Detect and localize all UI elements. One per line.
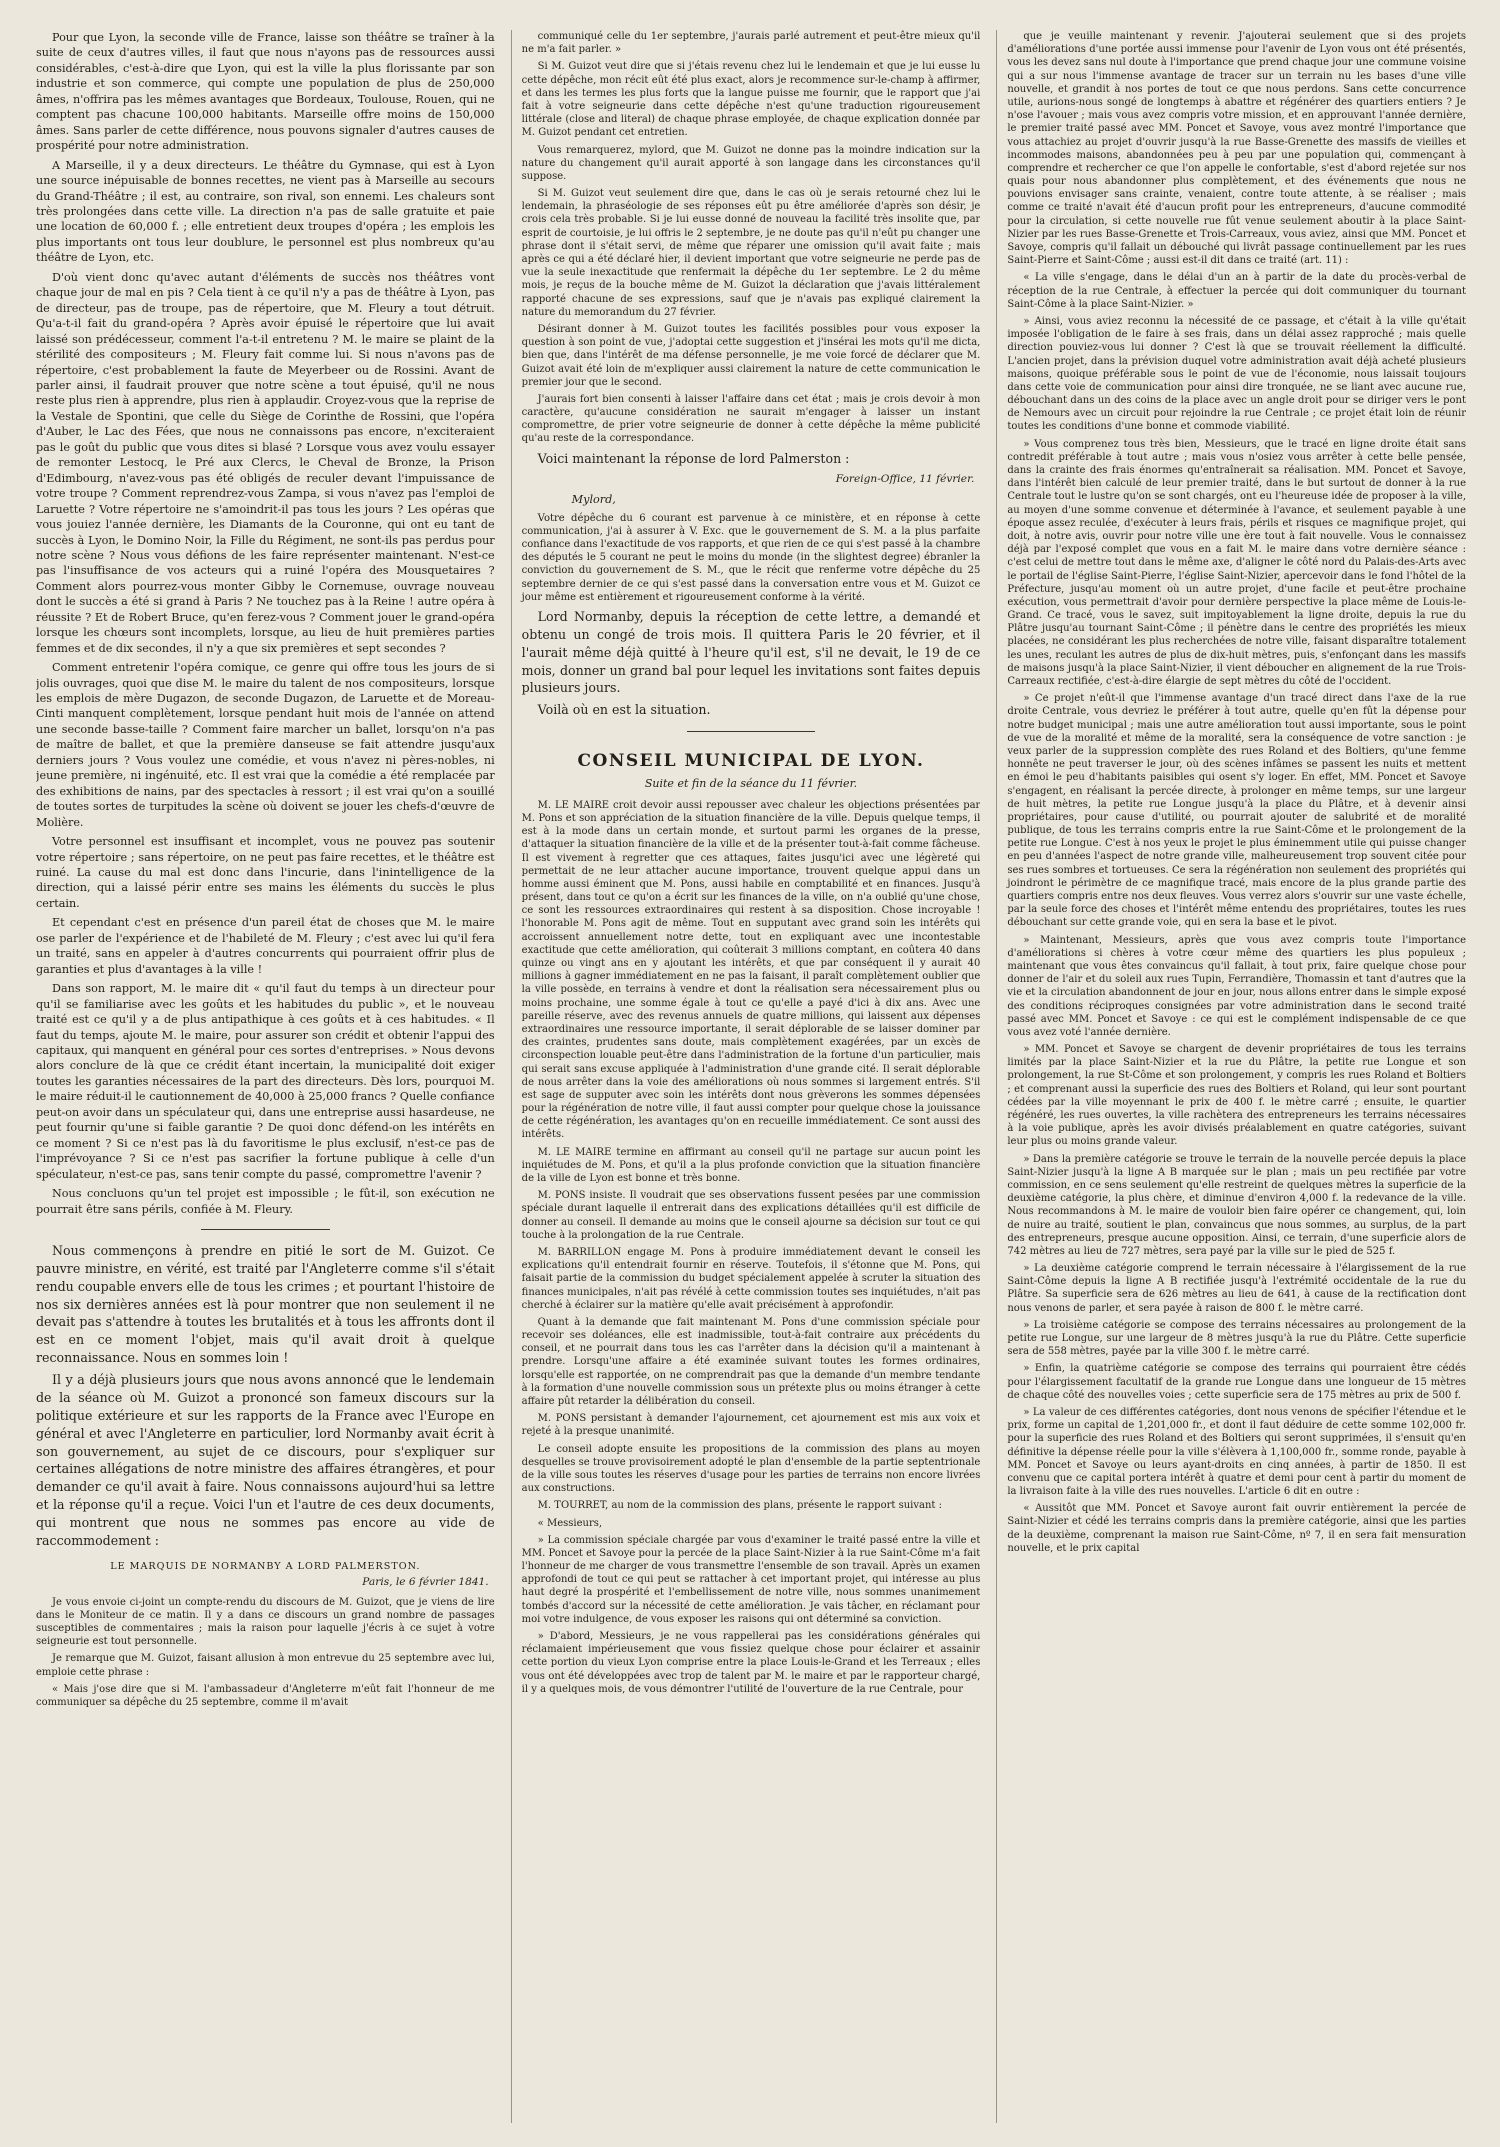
paragraph: » La commission spéciale chargée par vous d'examiner le traité passé entre la ville et MM. Poncet et Savoye pour la percée de la place Saint-Nizier à la rue Saint-Côme m'a fait l'honneur de me charger de vous transmettre l'ensemble de son travail. Après un examen approfondi de tout ce qui peut se rattacher à cet important projet, qui intéresse au plus haut degré la prospérité et l'embellissement de notre ville, nous sommes unanimement tombés d'accord sur la nécessité de cette amélioration. Je vais tâcher, en réclamant pour moi votre indulgence, de vous exposer les raisons qui ont déterminé sa conviction. xyxy=(521,1534,981,1625)
reply-salutation: Mylord, xyxy=(571,493,616,507)
paragraph: Le conseil adopte ensuite les propositions de la commission des plans au moyen desquelles se trouve provisoirement adopté le plan d'ensemble de la partie septentrionale de la ville sous toutes les réserves d'usage pour les parties de terrains non encore livrées aux constructions. xyxy=(521,1443,981,1495)
letter-date: Paris, le 6 février 1841. xyxy=(362,1576,489,1589)
paragraph: Dans son rapport, M. le maire dit « qu'il faut du temps à un directeur pour qu'il se familiarise avec les goûts et les habitudes du public », et le nouveau traité est ce qu'il y a de plus antipathique à ces goûts et à ces habitudes. « Il faut du temps, ajoute M. le maire, pour assurer son crédit et obtenir l'appui des capitaux, qui manquent en général pour ces sortes d'entreprises. » Nous devons alors conclure de là que ce crédit étant incertain, la municipalité doit exiger toutes les garanties nécessaires de la part des directeurs. Dès lors, pourquoi M. le maire réduit-il le cautionnement de 40,000 à 25,000 francs ? Quelle confiance peut-on avoir dans un spéculateur qui, dans une entreprise aussi hasardeuse, ne peut fournir qu'une si faible garantie ? De quoi donc défend-on les intérêts en ce moment ? Si ce n'est pas là du favoritisme le plus exclusif, n'est-ce pas de l'imprévoyance ? Si ce n'est pas sacrifier la fortune publique à celle d'un spéculateur, n'est-ce pas, sans tenir compte du passé, compromettre l'avenir ? xyxy=(36,982,495,1181)
council-subtitle: Suite et fin de la séance du 11 février. xyxy=(644,776,858,790)
paragraph: » Dans la première catégorie se trouve le terrain de la nouvelle percée depuis la place Saint-Nizier jusqu'à la ligne A B marquée sur le plan ; mais un peu rectifiée par votre commission, en ce sens seulement qu'elle restreint de quelques mètres la superficie de la deuxième catégorie, la plus chère, et diminue d'environ 4,000 f. la redevance de la ville. Nous recommandons à M. le maire de vouloir bien faire opérer ce changement, qui, loin de nuire au traité, soutient le plan, convaincus que nous sommes, au surplus, de la part des entrepreneurs, presque aucune opposition. Ainsi, ce terrain, d'une superficie alors de 742 mètres au lieu de 727 mètres, sera payé par la ville sur le pied de 525 f. xyxy=(1007,1153,1467,1257)
paragraph: » MM. Poncet et Savoye se chargent de devenir propriétaires de tous les terrains limités par la place Saint-Nizier et la rue du Plâtre, la petite rue Longue et son prolongement, la rue St-Côme et son prolongement, y compris les rues Roland et Boltiers ; et comprenant aussi la superficie des rues des Boltiers et Roland, qui leur sont pourtant cédées par la ville moyennant le prix de 400 f. le mètre carré ; ensuite, le quartier régénéré, les rues ouvertes, la ville rachètera des entrepreneurs les terrains nécessaires à la voie publique, après les avoir divisés préalablement en quatre catégories, suivant leur plus ou moins grande valeur. xyxy=(1007,1044,1467,1148)
paragraph: Votre dépêche du 6 courant est parvenue à ce ministère, et en réponse à cette communication, j'ai à assurer à V. Exc. que le gouvernement de S. M. a la plus parfaite confiance dans l'exactitude de vos rapports, et que rien de ce qui s'est passé à la chambre des députés le 5 courant ne peut le moins du monde (in the slightest degree) ébranler la conviction du gouvernement de S. M., que le récit que renferme votre dépêche du 25 septembre dernier de ce qui s'est passé dans la conversation entre vous et M. Guizot ce jour même est entièrement et rigoureusement conforme à la vérité. xyxy=(521,512,981,603)
paragraph: Comment entretenir l'opéra comique, ce genre qui offre tous les jours de si jolis ouvrages, quoi que dise M. le maire du talent de nos compositeurs, lorsque les emplois de mère Dugazon, de seconde Dugazon, de Laruette et de Moreau-Cinti manquent complètement, lorsque pendant huit mois de l'année on attend une seconde basse-taille ? Comment faire marcher un ballet, lorsqu'on n'a pas de maître de ballet, et que la première danseuse se fait attendre jusqu'aux derniers jours ? Vous voulez une comédie, et vous n'avez ni pères-nobles, ni jeune première, ni ingénuité, etc. Il est vrai que la comédie a été remplacée par des exhibitions de nains, par des spectacles à ressort ; il est vrai qu'on a souillé de toutes sortes de turpitudes la scène où doivent se jouer les chefs-d'œuvre de Molière. xyxy=(36,661,495,829)
paragraph: que je veuille maintenant y revenir. J'ajouterai seulement que si des projets d'améliorations d'une portée aussi immense pour l'avenir de Lyon vous ont été présentés, vous les devez sans nul doute à l'importance que prend chaque jour une commune voisine qui a sur nous l'immense avantage de tracer sur un terrain nu les bases d'une ville nouvelle, et grandit à nos portes de tout ce que nous perdons. Sans cette concurrence utile, aurions-nous songé de longtemps à abattre et régénérer des quartiers entiers ? Je n'ose l'avouer ; mais vous avez compris votre mission, et en approuvant l'année dernière, le premier traité passé avec MM. Poncet et Savoye, vous avez montré l'importance que vous attachiez au projet d'ouvrir jusqu'à la rue Basse-Grenette des massifs de vieilles et incommodes maisons, abandonnées peu à peu par une population qui, commençant à comprendre et rechercher ce que l'on appelle le confortable, s'est d'abord rejetée sur nos quais pour nous abandonner plus complètement, et des événements que nous ne pouvions envisager sans crainte, venaient, contre toute attente, à se réaliser ; mais comme ce traité n'avait été d'aucun profit pour les entrepreneurs, d'aucune commodité pour la circulation, si cette nouvelle rue fût venue seulement aboutir à la place Saint-Nizier par les rues Basse-Grenette et Trois-Carreaux, vous aviez, ainsi que MM. Poncet et Savoye, compris qu'il fallait un débouché qui livrât passage continuellement par les rues Saint-Pierre et Saint-Côme ; aussi est-il dit dans ce traité (art. 11) : xyxy=(1007,31,1467,267)
paragraph: M. LE MAIRE termine en affirmant au conseil qu'il ne partage sur aucun point les inquiétudes de M. Pons, et qu'il a la plus profonde conviction que la situation financière de la ville de Lyon est bonne et très bonne. xyxy=(521,1146,981,1184)
paragraph: « Messieurs, xyxy=(537,1517,603,1529)
column-1 xyxy=(36,30,495,2123)
paragraph: Quant à la demande que fait maintenant M. Pons d'une commission spéciale pour recevoir ses doléances, elle est inadmissible, tout-à-fait contraire aux précédents du conseil, et ne pourrait dans tous les cas l'arrêter dans la décision qu'il a maintenant à prendre. Lorsqu'une affaire a été examinée suivant toutes les formes ordinaires, lorsqu'elle est rapportée, on ne comprendrait pas que la demande d'un membre tendante à la formation d'une nouvelle commission sous un prétexte plus ou moins étranger à cette affaire pût retarder la délibération du conseil. xyxy=(521,1316,981,1407)
palmerston-reply xyxy=(522,512,981,604)
paragraph: Voilà où en est la situation. xyxy=(537,702,711,718)
paragraph: Je vous envoie ci-joint un compte-rendu du discours de M. Guizot, que je viens de lire dans le Moniteur de ce matin. Il y a dans ce discours un grand nombre de passages susceptibles de commentaires ; mais la raison pour laquelle j'écris à ce sujet à votre seigneurie est tout personnelle. xyxy=(36,1596,495,1648)
article-separator xyxy=(201,1229,329,1230)
paragraph: » Vous comprenez tous très bien, Messieurs, que le tracé en ligne droite était sans contredit préférable à tout autre ; mais vous n'osiez vous arrêter à cette belle pensée, dans la crainte des frais énormes qu'entraînerait sa réalisation. MM. Poncet et Savoye, dans l'intérêt bien calculé de leur premier traité, dans le but surtout de donner à la rue Centrale tout le lustre qu'on se sont chargés, ont eu l'heureuse idée de proposer à la ville, au moyen d'une somme convenue et déterminée à l'avance, et seulement payable à une époque assez reculée, d'exécuter à leurs frais, périls et risques ce magnifique projet, qui doit, à notre avis, ouvrir pour notre ville une ère tout à fait nouvelle. Vous le connaissez déjà par l'exposé complet que vous en a fait M. le maire dans votre dernière séance : c'est celui de mettre tout dans le même axe, d'aligner le côté nord du Palais-des-Arts avec le portail de l'église Saint-Pierre, l'église Saint-Nizier, apercevoir dans le fond l'hôtel de la Préfecture, jusqu'au moment où un autre projet, d'une facile et peut-être prochaine exécution, vous permettrait d'avoir pour dernière perspective la place même de Louis-le-Grand. Ce tracé, vous le savez, suit impitoyablement la ligne droite, depuis la rue du Plâtre jusqu'au tournant Saint-Côme ; il pénètre dans le centre des propriétés les mieux placées, ne considérant les plus recherchées de notre ville, faisant disparaître totalement les unes, reculant les autres de plus de dix-huit mètres, puis, s'enfonçant dans les massifs de maisons jusqu'à la place Saint-Nizier, il vient déboucher en alignement de la rue Trois-Carreaux rectifiée, c'est-à-dire élargie de sept mètres du côté de l'occident. xyxy=(1007,438,1467,687)
paragraph: A Marseille, il y a deux directeurs. Le théâtre du Gymnase, qui est à Lyon une source inépuisable de bonnes recettes, ne vient pas à Marseille au secours du Grand-Théâtre ; il est, au contraire, son rival, son ennemi. Les chaleurs sont très prolongées dans cette ville. La direction n'a pas de salle gratuite et paie une location de 60,000 f. ; elle entretient deux troupes d'opéra ; les emplois les plus importants ont tous leur doublure, le personnel est plus nombreux qu'au théâtre de Lyon, etc. xyxy=(36,158,495,265)
section-separator xyxy=(687,731,815,732)
column-2 xyxy=(511,30,981,2123)
paragraph: » La deuxième catégorie comprend le terrain nécessaire à l'élargissement de la rue Saint-Côme depuis la ligne A B rectifiée jusqu'à l'extrémité occidentale de la rue du Plâtre. Sa superficie sera de 626 mètres au lieu de 641, à cause de la rectification dont nous venons de parler, et sera payée à raison de 800 f. le mètre carré. xyxy=(1007,1263,1467,1314)
paragraph: » Ce projet n'eût-il que l'immense avantage d'un tracé direct dans l'axe de la rue droite Centrale, vous devriez le préférer à tout autre, quelle qu'en fût la dépense pour notre budget municipal ; mais une autre amélioration tout aussi importante, sous le point de vue de la moralité et même de la moralité, sera la conséquence de votre sanction : je veux parler de la suppression complète des rues Roland et des Boltiers, qu'une femme honnête ne peut traverser le jour, où des scènes infâmes se passent les nuits et mettent en émoi le peu d'habitants paisibles qui osent s'y loger. En effet, MM. Poncet et Savoye s'engagent, en réalisant la percée directe, à prolonger en même temps, sur une largeur de huit mètres, la petite rue Longue jusqu'à la place du Plâtre, et à devenir ainsi propriétaires, pour cause d'utilité, ou pourrait ajouter de salubrité et de moralité publique, de tous les terrains compris entre la rue Saint-Côme et le prolongement de la petite rue Longue. C'est à nos yeux le projet le plus éminemment utile qui puisse changer en peu d'années l'aspect de notre grande ville, malheureusement trop souvent citée pour ses rues sombres et tortueuses. Ce sera la régénération non seulement des propriétés qui joindront le périmètre de ce magnifique tracé, mais encore de la plus grande partie des quartiers compris entre nos deux fleuves. Vous verrez alors s'ouvrir sur une vaste échelle, par la seule force des choses et l'intérêt même entendu des propriétaires, toutes les rues débouchant sur cette grande voie, qui en sera la base et le pivot. xyxy=(1007,693,1467,929)
paragraph: » La valeur de ces différentes catégories, dont nous venons de spécifier l'étendue et le prix, forme un capital de 1,201,000 fr., et dont il faut déduire de cette somme 102,000 fr. pour la superficie des rues Roland et des Boltiers qui seront supprimées, il s'ensuit qu'en définitive la dépense réelle pour la ville s'élèvera à 1,100,000 fr., somme ronde, payable à MM. Poncet et Savoye ou leurs ayant-droits en cinq années, à partir de 1850. Il est convenu que ce capital portera intérêt à quatre et demi pour cent à partir du moment de la livraison faite à la ville des rues nouvelles. L'article 6 dit en outre : xyxy=(1007,1406,1467,1498)
paragraph: « Aussitôt que MM. Poncet et Savoye auront fait ouvrir entièrement la percée de Saint-Nizier et cédé les terrains compris dans la première catégorie, ainsi que les parties de la deuxième, comprenant la maison rue Saint-Côme, nº 7, il en sera fait mensuration nouvelle, et le prix capital xyxy=(1007,1503,1467,1554)
council-report-continued xyxy=(1007,30,1466,1555)
paragraph: Si M. Guizot veut dire que si j'étais revenu chez lui le lendemain et que je lui eusse lu cette dépêche, mon récit eût été plus exact, alors je recommence sur-le-champ à affirmer, et dans les termes les plus forts que la langue puisse me fournir, que le rapport que j'ai fait à votre seigneurie dans cette dépêche n'est qu'une traduction rigoureusement littérale (close and literal) de chaque phrase employée, de chaque explication donnée par M. Guizot pendant cet entretien. xyxy=(521,61,981,139)
reply-intro: Voici maintenant la réponse de lord Palmerston : xyxy=(537,450,850,466)
paragraph: Désirant donner à M. Guizot toutes les facilités possibles pour vous exposer la question à son point de vue, j'adoptai cette suggestion et j'insérai les mots qu'il me dicta, bien que, dans l'intérêt de ma défense personnelle, je me voie forcé de déclarer que M. Guizot avait été loin de m'expliquer aussi clairement la nature de cette communication le premier jour que le second. xyxy=(521,323,981,388)
paragraph: Vous remarquerez, mylord, que M. Guizot ne donne pas la moindre indication sur la nature du changement qu'il aurait apporté à son langage dans les circonstances qu'il suppose. xyxy=(521,144,981,182)
theatre-article xyxy=(36,30,495,1217)
paragraph: M. PONS persistant à demander l'ajournement, cet ajournement est mis aux voix et rejeté à la presque unanimité. xyxy=(521,1413,981,1438)
paragraph: » La troisième catégorie se compose des terrains nécessaires au prolongement de la petite rue Longue, sur une largeur de 8 mètres jusqu'à la rue du Plâtre. Cette superficie sera de 558 mètres, payée par la ville 300 f. le mètre carré. xyxy=(1007,1319,1467,1358)
paragraph: M. TOURRET, au nom de la commission des plans, présente le rapport suivant : xyxy=(537,1500,942,1512)
paragraph: Et cependant c'est en présence d'un pareil état de choses que M. le maire ose parler de l'expérience et de l'habileté de M. Fleury ; c'est avec lui qu'il fera un traité, sans en appeler à d'autres concurrents qui pourraient offrir plus de garanties et plus d'avantages à la ville ! xyxy=(36,916,495,976)
paragraph: « Mais j'ose dire que si M. l'ambassadeur d'Angleterre m'eût fait l'honneur de me communiquer sa dépêche du 25 septembre, comme il m'avait xyxy=(36,1683,495,1709)
normanby-letter xyxy=(36,1596,495,1710)
reply-office: Foreign-Office, 11 février. xyxy=(835,472,975,485)
paragraph: Lord Normanby, depuis la réception de cette lettre, a demandé et obtenu un congé de trois mois. Il quittera Paris le 20 février, et il l'aurait même déjà quitté à l'heure qu'il est, s'il ne devait, le 19 de ce mois, donner un grand bal pour lequel les invitations sont faites depuis plusieurs jours. xyxy=(521,608,981,696)
paragraph: » Enfin, la quatrième catégorie se compose des terrains qui pourraient être cédés pour l'élargissement facultatif de la grande rue Longue dans une longueur de 15 mètres de chaque côté des nouvelles voies ; cette superficie sera de 175 mètres au prix de 500 f. xyxy=(1007,1363,1467,1401)
paragraph: M. BARRILLON engage M. Pons à produire immédiatement devant le conseil les explications qu'il entendrait fournir en réserve. Toutefois, il s'étonne que M. Pons, qui faisait partie de la commission du budget spécialement appelée à scruter la situation des finances municipales, n'ait pas révélé à cette commission toutes ses inquiétudes, n'ait pas cherché à éclairer sur la matière qu'elle avait précisément à approfondir. xyxy=(521,1246,981,1311)
paragraph: Votre personnel est insuffisant et incomplet, vous ne pouvez pas soutenir votre répertoire ; sans répertoire, on ne peut pas faire recettes, et le théâtre est ruiné. La cause du mal est donc dans l'incurie, dans l'inintelligence de la direction, qui a laissé périr entre ses mains les éléments du succès le plus certain. xyxy=(36,835,495,910)
paragraph: « La ville s'engage, dans le délai d'un an à partir de la date du procès-verbal de réception de la rue Centrale, à effectuer la percée qui doit communiquer du tournant Saint-Côme à la place Saint-Nizier. » xyxy=(1007,272,1467,310)
paragraph: Il y a déjà plusieurs jours que nous avons annoncé que le lendemain de la séance où M. Guizot a prononcé son fameux discours sur la politique extérieure et sur les rapports de la France avec l'Europe en général et avec l'Angleterre en particulier, lord Normanby avait écrit à son gouvernement, au sujet de ce discours, pour s'expliquer sur certaines allégations de notre ministre des affaires étrangères, et pour demander ce qu'il avait à faire. Nous connaissons aujourd'hui sa lettre et la réponse qu'il a reçue. Voici l'un et l'autre de ces deux documents, qui montrent que nous ne sommes pas encore au vide de raccommodement : xyxy=(36,1372,495,1548)
paragraph: communiqué celle du 1er septembre, j'aurais parlé autrement et peut-être mieux qu'il ne m'a fait parler. » xyxy=(521,31,981,56)
paragraph: » Maintenant, Messieurs, après que vous avez compris toute l'importance d'améliorations si chères à votre cœur même des quartiers les plus populeux ; maintenant que vous êtes convaincus qu'il fallait, à tout prix, faire quelque chose pour donner de l'air et du soleil aux rues Tupin, Ferrandière, Thomassin et tant d'autres que la vie et la circulation abandonnent de jour en jour, nous allons entrer dans le simple exposé des conditions réciproques consignées par votre administration dans le second traité passé avec MM. Poncet et Savoye : ce qui est le complément indispensable de ce que vous avez voté l'année dernière. xyxy=(1007,934,1467,1038)
paragraph: D'où vient donc qu'avec autant d'éléments de succès nos théâtres vont chaque jour de mal en pis ? Cela tient à ce qu'il n'y a pas de théâtre à Lyon, pas de directeur, pas de troupe, pas de répertoire, que M. Fleury a tout détruit. Qu'a-t-il fait du grand-opéra ? Après avoir épuisé le répertoire que lui avait laissé son prédécesseur, comment l'a-t-il entretenu ? M. le maire se plaint de la stérilité des compositeurs ; M. Fleury fait comme lui. Si nous n'avons pas de répertoire, c'est probablement la faute de Meyerbeer ou de Rossini. Avant de parler ainsi, il faudrait prouver que notre scène a tout épuisé, qu'il ne nous reste plus rien à apprendre, plus rien à applaudir. Croyez-vous que la reprise de la Vestale de Spontini, que celle du Siège de Corinthe de Rossini, que l'opéra d'Auber, le Lac des Fées, que nous ne connaissons pas encore, n'exciteraient pas le goût du public que vous dites si blasé ? Lorsque vous avez voulu essayer de remonter Lestocq, le Pré aux Clercs, le Cheval de Bronze, la Prison d'Edimbourg, n'avez-vous pas été obligés de reculer devant l'impuissance de votre troupe ? Comment reprendrez-vous Zampa, si vous n'avez pas l'emploi de Laruette ? Votre répertoire ne s'amoindrit-il pas tous les jours ? Les opéras que vous jouiez l'année dernière, les Diamants de la Couronne, qui ont eu tant de succès à Lyon, le Domino Noir, la Fille du Régiment, ne sont-ils pas perdus pour notre scène ? Nous vous défions de les faire représenter maintenant. N'est-ce pas l'insuffisance de vos acteurs qui a ruiné l'opéra des Mousquetaires ? Comment alors pourrez-vous monter Gibby le Cornemuse, ouvrage nouveau dont le succès a été si grand à Paris ? Ne touchez pas à la Reine ! autre opéra à réussite ? Et de Robert Bruce, qu'en ferez-vous ? Comment jouer le grand-opéra lorsque les chœurs sont incomplets, lorsque, au lieu de huit premières parties femmes et de dix secondes, il n'y a que six premières et sept secondes ? xyxy=(36,270,495,655)
paragraph: M. LE MAIRE croit devoir aussi repousser avec chaleur les objections présentées par M. Pons et son appréciation de la situation financière de la ville. Depuis quelque temps, il est à la mode dans un certain monde, et surtout parmi les organes de la presse, d'attaquer la situation financière de la ville et de la présenter tout-à-fait comme fâcheuse. Il est vivement à regretter que ces attaques, faites jusqu'ici avec une légèreté qui permettait de ne leur attacher aucune importance, trouvent quelque appui dans un homme aussi éminent que M. Pons, aussi habile en comptabilité et en finances. Jusqu'à présent, dans tout ce qu'on a écrit sur les finances de la ville, on n'a oublié qu'une chose, ce sont les ressources extraordinaires qui restent à sa disposition. Chose incroyable ! l'honorable M. Pons agit de même. Tout en supputant avec grand soin les intérêts qui accroissent annuellement notre dette, tout en expliquant avec une incontestable exactitude que cette amélioration, qui coûterait 3 millions comptant, en coûtera 40 dans quinze ou vingt ans en y ajoutant les intérêts, et que par conséquent il y aurait 40 millions à gagner immédiatement en ne pas la faisant, il paraît complètement oublier que la ville possède, en terrains à vendre et dont la réalisation sera nécessairement plus ou moins prochaine, une somme égale à tout ce qu'elle a payé d'ici à dix ans. Avec une pareille réserve, avec des revenus annuels de quatre millions, qui laissent aux dépenses extraordinaires une ressource importante, il serait déplorable de se laisser dominer par des craintes, prudentes sans doute, mais complètement exagérées, par un excès de circonspection louable peut-être dans l'administration de la fortune d'un particulier, mais qui serait sans excuse appliquée à l'administration d'une grande cité. Il serait déplorable de nous arrêter dans la voie des améliorations où nous sommes si largement entrés. S'il est sage de supputer avec soin les intérêts dont nous grèverons les sommes dépensées pour la régénération de notre ville, il faut aussi compter pour quelque chose la jouissance de cette régénération, les avantages qu'on en recueille immédiatement. Ce sont aussi des intérêts. xyxy=(521,799,981,1141)
paragraph: M. PONS insiste. Il voudrait que ses observations fussent pesées par une commission spéciale durant laquelle il entrerait dans des explications détaillées qu'il est difficile de donner au conseil. Il demande au moins que le conseil ajourne sa décision sur tout ce qui touche à la prolongation de la rue Centrale. xyxy=(521,1190,981,1241)
paragraph: » D'abord, Messieurs, je ne vous rappellerai pas les considérations générales qui réclamaient impérieusement que vous fissiez quelque chose pour éclairer et assainir cette portion du vieux Lyon comprise entre la place Louis-le-Grand et les Terreaux ; elles vous ont été développées avec trop de talent par M. le maire et par le rapporteur chargé, il y a quelques mois, de vous démontrer l'utilité de l'ouverture de la rue Centrale, pour xyxy=(521,1631,981,1695)
letter-heading: LE MARQUIS DE NORMANBY A LORD PALMERSTON. xyxy=(110,1560,421,1572)
paragraph: Je remarque que M. Guizot, faisant allusion à mon entrevue du 25 septembre avec lui, emploie cette phrase : xyxy=(36,1653,495,1678)
paragraph: Nous commençons à prendre en pitié le sort de M. Guizot. Ce pauvre ministre, en vérité, est traité par l'Angleterre comme s'il s'était rendu coupable envers elle de tous les crimes ; et pourtant l'histoire de nos six dernières années est là pour montrer que non seulement il ne devait pas s'attendre à toutes les brutalités et à tous les affronts dont il est en ce moment l'objet, mais qu'il avait droit à quelque reconnaissance. Nous en sommes loin ! xyxy=(36,1242,495,1366)
paragraph: Nous concluons qu'un tel projet est impossible ; le fût-il, son exécution ne pourrait être sans périls, confiée à M. Fleury. xyxy=(36,1187,495,1216)
paragraph: Pour que Lyon, la seconde ville de France, laisse son théâtre se traîner à la suite de ceux d'autres villes, il faut que nous n'ayons pas de ressources aussi considérables, c'est-à-dire que Lyon, qui est la ville la plus florissante par son industrie et son commerce, qui compte une population de plus de 250,000 âmes, n'offrira pas les mêmes avantages que Bordeaux, Toulouse, Rouen, qui ne comptent pas chacune 100,000 habitants. Marseille offre moins de 150,000 âmes. Sans parler de cette différence, nous pouvons signaler d'autres causes de prospérité pour notre administration. xyxy=(36,31,495,153)
paragraph: J'aurais fort bien consenti à laisser l'affaire dans cet état ; mais je crois devoir à mon caractère, qu'aucune considération ne saurait m'engager à laisser un instant compromettre, de prier votre seigneurie de donner à cette dépêche la même publicité qu'au reste de la correspondance. xyxy=(521,393,981,445)
letter-continuation xyxy=(522,30,981,446)
paragraph: » Ainsi, vous aviez reconnu la nécessité de ce passage, et c'était à la ville qu'était imposée l'obligation de le faire à ses frais, dans un délai assez rapproché ; mais quelle direction pouviez-vous lui donner ? C'est là que se trouvait réellement la difficulté. L'ancien projet, dans la prévision duquel votre administration avait déjà acheté plusieurs maisons, quoique préférable sous le point de vue de l'économie, nous laissait toujours dans cette voie de communication pour ainsi dire tronquée, ne se liant avec aucune rue, débouchant dans un des coins de la place avec un angle droit pour se diriger vers le pont de Nemours avec un circuit pour rejoindre la rue Centrale ; ce projet était loin de réunir toutes les conditions d'une bonne et commode viabilité. xyxy=(1007,315,1467,433)
council-report xyxy=(522,799,981,1696)
column-3 xyxy=(996,30,1466,2123)
normanby-news xyxy=(522,608,981,719)
paragraph: Si M. Guizot veut seulement dire que, dans le cas où je serais retourné chez lui le lendemain, la phraséologie de ses réponses eût pu être améliorée d'après son désir, je crois cela très probable. Si je lui eusse donné de nouveau la facilité très insolite que, par esprit de courtoisie, je lui offris le 2 septembre, je ne doute pas qu'il n'eût pu changer une phrase dont il s'était servi, de même que réparer une omission qu'il avait faite ; mais après ce qui a été déclaré hier, il devient important que votre seigneurie ne perde pas de vue la seule inexactitude que renfermait la dépêche du 1er septembre. Le 2 du même mois, je reçus de la bouche même de M. Guizot la déclaration que j'avais littéralement rapporté chacune de ses expressions, sauf que je n'avais pas expliqué clairement la nature du memorandum du 27 février. xyxy=(521,188,981,318)
guizot-article xyxy=(36,1242,495,1550)
council-title: CONSEIL MUNICIPAL DE LYON. xyxy=(577,751,925,772)
